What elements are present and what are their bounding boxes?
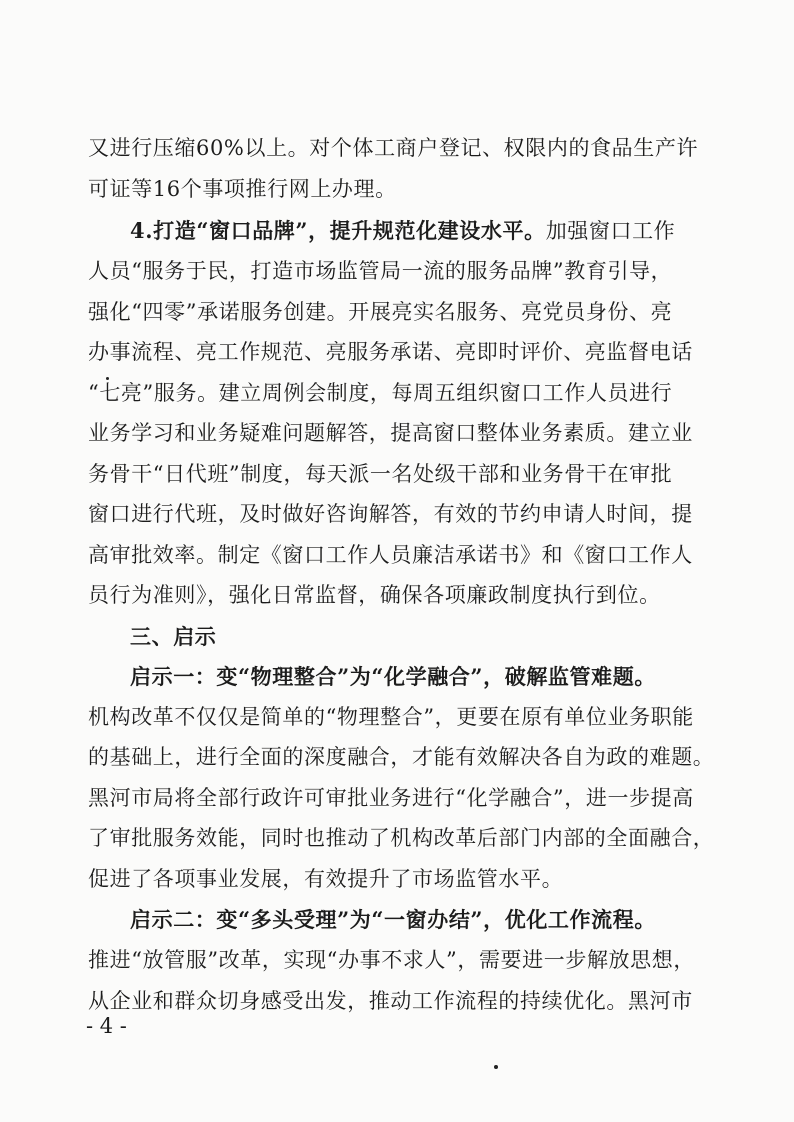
body-text-line: 员行为准则》，强化日常监督，确保各项廉政制度执行到位。 bbox=[88, 583, 661, 607]
section-heading: 三、启示 bbox=[130, 624, 217, 649]
body-text-line: 的基础上，进行全面的深度融合，才能有效解决各自为政的难题。 bbox=[88, 745, 715, 769]
insight-heading: 启示一：变“物理整合”为“化学融合”，破解监管难题。 bbox=[130, 664, 656, 689]
subsection-heading: 4.打造“窗口品牌”，提升规范化建设水平。 bbox=[130, 218, 546, 243]
body-text-span: 加强窗口工作 bbox=[545, 219, 676, 243]
body-text-line: 机构改革不仅仅是简单的“物理整合”，更要在原有单位业务职能 bbox=[88, 705, 694, 729]
body-text-line: 强化“四零”承诺服务创建。开展亮实名服务、亮党员身份、亮 bbox=[88, 300, 673, 324]
body-text-line: 从企业和群众切身感受出发，推动工作流程的持续优化。黑河市 bbox=[88, 989, 693, 1013]
body-text-line: 黑河市局将全部行政许可审批业务进行“化学融合”，进一步提高 bbox=[88, 786, 694, 810]
body-text-line: 办事流程、亮工作规范、亮服务承诺、亮即时评价、亮监督电话 bbox=[88, 340, 693, 364]
body-text-line: “七亮”服务。建立周例会制度，每周五组织窗口工作人员进行 bbox=[88, 381, 673, 405]
insight-heading: 启示二：变“多头受理”为“一窗办结”，优化工作流程。 bbox=[130, 907, 656, 932]
body-text-line: 促进了各项事业发展，有效提升了市场监管水平。 bbox=[88, 867, 564, 891]
scan-speck bbox=[494, 1065, 498, 1069]
body-text-line: 又进行压缩60%以上。对个体工商户登记、权限内的食品生产许 bbox=[88, 136, 699, 160]
body-text-line: 窗口进行代班，及时做好咨询解答，有效的节约申请人时间，提 bbox=[88, 502, 693, 526]
page-number: - 4 - bbox=[86, 1014, 127, 1038]
body-text-line: 业务学习和业务疑难问题解答，提高窗口整体业务素质。建立业 bbox=[88, 421, 693, 445]
body-text-line: 人员“服务于民，打造市场监管局一流的服务品牌”教育引导， bbox=[88, 259, 673, 283]
body-text-line: 了审批服务效能，同时也推动了机构改革后部门内部的全面融合， bbox=[88, 826, 715, 850]
scan-speck bbox=[106, 377, 109, 380]
body-text-line: 务骨干“日代班”制度，每天派一名处级干部和业务骨干在审批 bbox=[88, 462, 673, 486]
body-text-line: 高审批效率。制定《窗口工作人员廉洁承诺书》和《窗口工作人 bbox=[88, 543, 693, 567]
body-text-line: 推进“放管服”改革，实现“办事不求人”，需要进一步解放思想， bbox=[88, 948, 695, 972]
body-text-line: 可证等16个事项推行网上办理。 bbox=[88, 177, 397, 201]
section-paragraph-line bbox=[130, 216, 710, 246]
